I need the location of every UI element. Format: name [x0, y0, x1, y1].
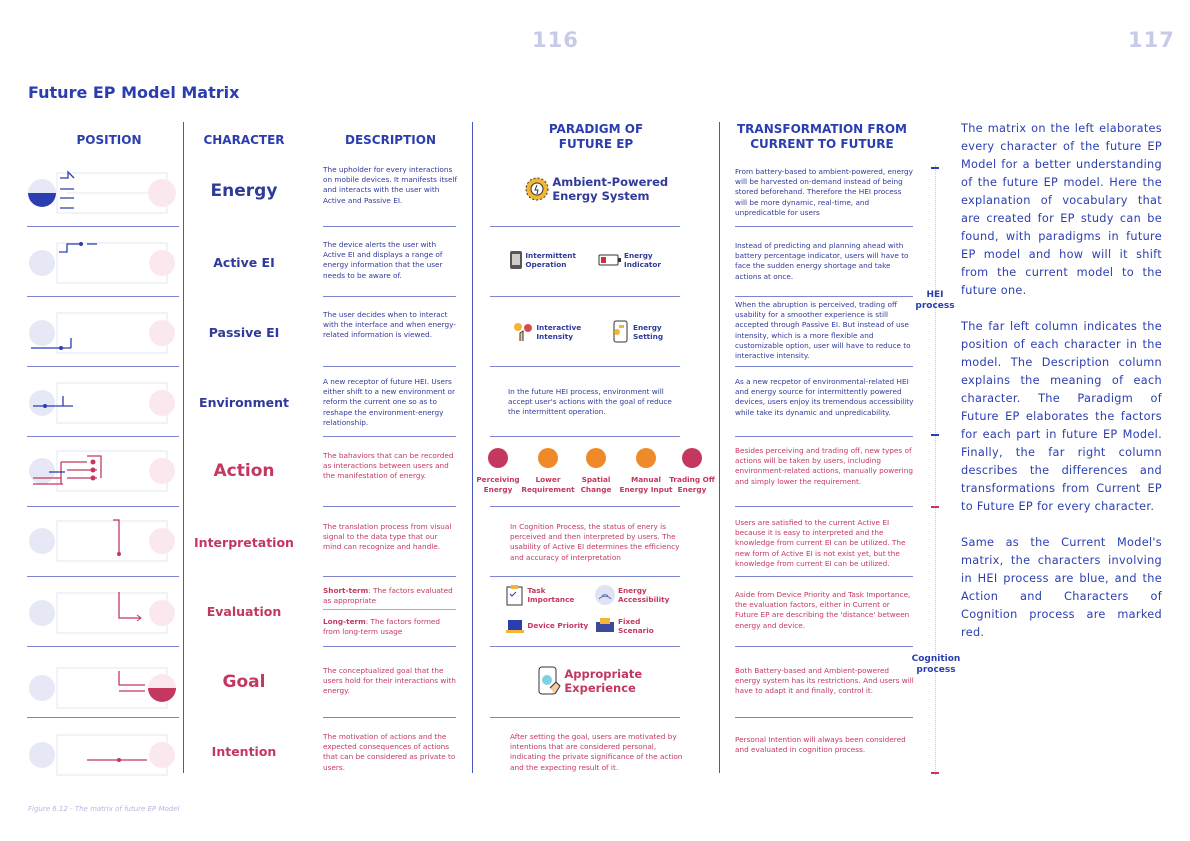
hei-process-label: HEI process	[915, 290, 955, 311]
row-divider	[323, 646, 456, 647]
transformation-text: When the abruption is perceived, trading off usability for a smoother experience is still accepted through Passive EI. But instead of use intensity, which is a more flexible and customizable option, user will have to reduce to interactive intensity.	[735, 300, 911, 361]
phone-hand-icon	[536, 666, 562, 696]
position-diagram	[27, 240, 177, 286]
short-term-text: : The factors evaluated as appropriate	[323, 586, 453, 606]
position-diagram	[27, 518, 177, 564]
paradigm-item-label: Interactive Intensity	[536, 322, 582, 341]
paragraph: The far left column indicates the position of each character in the model. The Description column explains the meaning of each character. The Paradigm of Future EP elaborates the factors for each part in future EP Model. Finally, the far right column describes the differences and transformations from Current EP to Future EP for every character.	[961, 320, 1162, 513]
row-divider	[27, 436, 179, 437]
row-divider	[735, 717, 913, 718]
header-description: DESCRIPTION	[344, 133, 436, 147]
figure-caption: Figure 6.12 - The matrix of future EP Model	[28, 805, 180, 813]
row-divider	[490, 646, 680, 647]
sofa-icon	[594, 616, 616, 636]
row-divider	[27, 366, 179, 367]
row-divider	[323, 717, 456, 718]
page-title: Future EP Model Matrix	[28, 83, 240, 102]
transformation-text: Besides perceiving and trading off, new types of actions will be taken by users, including environment-related actions, manually powering and simply lower the requirement.	[735, 446, 913, 486]
row-divider	[490, 366, 680, 367]
header-transformation: TRANSFORMATION FROM CURRENT TO FUTURE	[737, 122, 907, 151]
sun-energy-icon	[524, 176, 550, 202]
transformation-text: Users are satisfied to the current Active EI because it is easy to interpreted and the knowledge from current EI can be utilized. The new form of Active EI is not exist yet, but the knowledge from current EI can be utilized.	[735, 518, 906, 568]
description-text: The bahaviors that can be recorded as interactions between users and the manifestation of energy.	[323, 451, 454, 481]
paradigm-item	[536, 666, 756, 696]
page-number-right: 117	[1128, 28, 1175, 52]
action-item-label: Lower Requirement	[521, 475, 575, 494]
paradigm-text: In Cognition Process, the status of enery is perceived and then interpreted by users. The usability of Active EI determines the efficiency and accuracy of interpretation	[510, 522, 680, 562]
action-item-label: Manual Energy Input	[619, 475, 673, 494]
row-divider	[27, 296, 179, 297]
page-number-left: 116	[532, 28, 579, 52]
row-divider	[735, 296, 913, 297]
laptop-icon	[505, 616, 525, 636]
description-text: The conceptualized goal that the users hold for their interactions with energy.	[323, 666, 456, 696]
character-label: Action	[213, 461, 275, 481]
transformation-text: Both Battery-based and Ambient-powered energy system has its restrictions. And users will have to adapt it and finally, control it.	[735, 666, 914, 696]
long-term-text: : The factors formed from long-term usage	[323, 617, 441, 637]
row-divider	[27, 717, 179, 718]
header-paradigm: PARADIGM OF FUTURE EP	[548, 122, 644, 151]
paragraph: Same as the Current Model's matrix, the characters involving in HEI process are blue, and the Action and Characters of Cognition process are marked red.	[961, 536, 1162, 639]
character-label: Interpretation	[194, 535, 294, 550]
paradigm-item-label: Intermittent Operation	[525, 250, 576, 269]
cognition-process-label: Cognition process	[911, 654, 961, 675]
description-text: The translation process from visual signal to the data type that our mind can recognize and handle.	[323, 522, 452, 552]
row-divider	[27, 506, 179, 507]
description-short-term	[323, 586, 458, 606]
description-text: The motivation of actions and the expected consequences of actions that can be considered as private to users.	[323, 732, 456, 772]
row-divider	[323, 296, 456, 297]
paradigm-title: Ambient-Powered Energy System	[552, 175, 669, 203]
row-divider	[490, 506, 680, 507]
position-diagram	[27, 590, 177, 636]
paradigm-text: After setting the goal, users are motivated by intentions that are considered personal, indicating the private significance of the action and the expecting result of it.	[510, 732, 683, 772]
paradigm-text: In the future HEI process, environment will accept user's actions with the goal of reduce the intermittent operation.	[508, 387, 672, 417]
row-divider	[27, 226, 179, 227]
character-label: Environment	[199, 395, 289, 410]
phone-settings-icon	[609, 320, 631, 344]
row-divider	[27, 646, 179, 647]
row-divider	[490, 296, 680, 297]
character-label: Evaluation	[206, 604, 282, 619]
explanation-text	[961, 120, 1162, 660]
transformation-text: From battery-based to ambient-powered, energy will be harvested on-demand instead of being stored beforehand. Therefore the HEI process will be more dynamic, real-time, and unpredicatble for users	[735, 167, 913, 217]
row-divider	[490, 576, 680, 577]
row-divider	[323, 226, 456, 227]
character-label: Goal	[222, 672, 266, 692]
row-divider	[735, 506, 913, 507]
paradigm-item-label: Device Priority	[527, 621, 589, 631]
description-text: The device alerts the user with Active EI and displays a range of energy information that the user needs to be aware of.	[323, 240, 443, 280]
paradigm-title: Appropriate Experience	[564, 667, 643, 695]
row-divider	[735, 646, 913, 647]
action-item-icon	[538, 448, 558, 468]
row-divider	[323, 576, 456, 577]
character-label: Passive EI	[208, 325, 280, 340]
row-divider	[735, 576, 913, 577]
row-divider	[490, 226, 680, 227]
action-item-icon	[586, 448, 606, 468]
action-item-label: Perceiving Energy	[476, 475, 520, 494]
character-label: Energy	[210, 181, 278, 201]
row-divider	[490, 436, 680, 437]
paradigm-item	[524, 175, 744, 203]
paradigm-items	[505, 584, 715, 642]
row-divider	[735, 226, 913, 227]
long-term-label: Long-term	[323, 617, 366, 626]
action-item-icon	[488, 448, 508, 468]
transformation-text: Instead of predicting and planning ahead with battery percentage indicator, users will have to face the sudden energy shortage and take actions at once.	[735, 241, 909, 281]
header-character: CHARACTER	[203, 133, 285, 147]
character-label: Active EI	[213, 255, 275, 270]
paradigm-item-label: Fixed Scenario	[617, 616, 654, 635]
position-diagram	[27, 732, 177, 778]
description-text: The upholder for every interactions on mobile devices. It manifests itself and interacts with the user with Active and Passive EI.	[323, 165, 458, 205]
paradigm-item-label: Task Importance	[527, 585, 575, 604]
transformation-text: Aside from Device Priority and Task Importance, the evaluation factors, either in Current or Future EP are describing the 'distance' between energy and device.	[735, 590, 911, 630]
signal-icon	[594, 584, 616, 606]
position-diagram	[27, 380, 177, 426]
description-text: A new receptor of future HEI. Users either shift to a new environment or reform the current one so as to reshape the environment-energy relationship.	[323, 377, 455, 427]
position-diagram	[27, 448, 177, 494]
clipboard-icon	[505, 584, 525, 606]
short-term-label: Short-term	[323, 586, 369, 595]
row-divider	[735, 436, 913, 437]
paradigm-item-label: Energy Accessibility	[617, 585, 670, 604]
action-item-label: Spatial Change	[580, 475, 612, 494]
action-item-label: Trading Off Energy	[669, 475, 715, 494]
header-position: POSITION	[76, 133, 142, 147]
action-item-icon	[636, 448, 656, 468]
row-divider	[27, 576, 179, 577]
description-long-term	[323, 617, 458, 637]
row-divider	[323, 366, 456, 367]
position-diagram	[27, 665, 177, 711]
transformation-text: As a new recpetor of environmental-related HEI and energy source for intermittently powered devices, users enjoy its tremendous accessibility while take its dynamic and unpredicability.	[735, 377, 914, 417]
paradigm-items	[512, 320, 732, 344]
paradigm-item-label: Energy Indicator	[623, 250, 661, 269]
paradigm-item-label: Energy Setting	[632, 322, 664, 341]
character-label: Intention	[211, 744, 277, 759]
paradigm-items	[509, 250, 729, 270]
action-item-icon	[682, 448, 702, 468]
hand-tap-icon	[512, 321, 534, 343]
position-diagram	[27, 170, 177, 216]
transformation-text: Personal Intention will always been considered and evaluated in cognition process.	[735, 735, 906, 755]
description-text: The user decides when to interact with the interface and when energy-related information is viewed.	[323, 310, 456, 340]
row-divider	[490, 717, 680, 718]
row-divider	[735, 366, 913, 367]
paragraph: The matrix on the left elaborates every character of the future EP Model for a better understanding of the future EP model. Here the explanation of vocabulary that are created for EP study can be found, with paradigms in future EP model and how will it shift from the current model to the future one.	[961, 122, 1162, 297]
row-divider	[323, 436, 456, 437]
battery-icon	[598, 253, 622, 267]
row-divider	[323, 506, 456, 507]
position-diagram	[27, 310, 177, 356]
phone-icon	[509, 250, 523, 270]
